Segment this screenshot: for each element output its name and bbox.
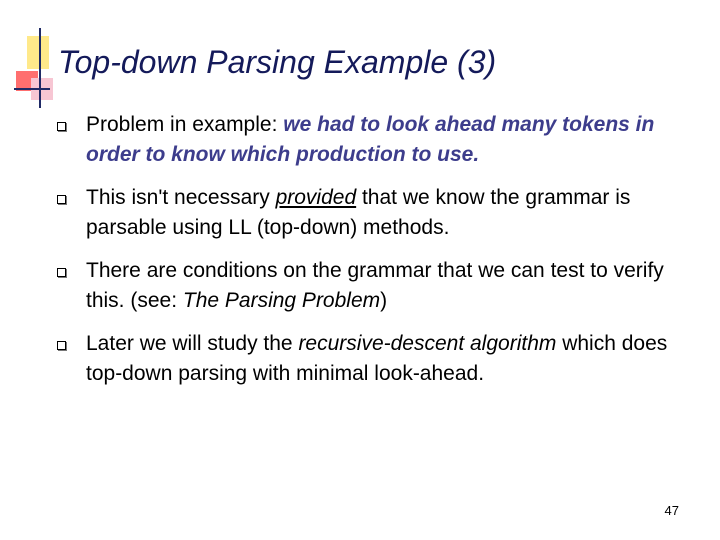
bullet-text: Problem in example: — [86, 113, 284, 136]
ornament-horizontal-line — [14, 88, 50, 90]
slide-title: Top-down Parsing Example (3) — [58, 44, 497, 80]
bullet-underlined-word: provided — [275, 186, 357, 209]
bullet-text: There are conditions on the grammar that we can test to verify this. (see: — [86, 259, 664, 312]
bullet-list — [54, 110, 694, 402]
bullet-text-rest: which does top-down parsing with minimal look-ahead. — [86, 332, 668, 385]
square-bullet-icon — [57, 268, 66, 277]
bullet-item — [54, 329, 694, 389]
ornament-yellow-square — [27, 36, 49, 69]
page-number: 47 — [664, 503, 679, 518]
bullet-emphasis: we had to look ahead many tokens in order to know which production to use. — [86, 113, 655, 166]
bullet-item — [54, 110, 694, 170]
bullet-item — [54, 183, 694, 243]
square-bullet-icon — [57, 341, 66, 350]
bullet-text-rest: ) — [380, 289, 388, 312]
bullet-text: This isn't necessary — [86, 186, 276, 209]
square-bullet-icon — [57, 122, 66, 131]
bullet-text: Later we will study the — [86, 332, 299, 355]
bullet-italic-term: recursive-descent algorithm — [298, 332, 557, 355]
bullet-text-rest: that we know the grammar is parsable using LL (top-down) methods. — [86, 186, 631, 239]
bullet-italic-reference: The Parsing Problem — [182, 289, 381, 312]
square-bullet-icon — [57, 195, 66, 204]
ornament-vertical-line — [39, 28, 41, 108]
corner-ornament — [0, 0, 60, 110]
bullet-item — [54, 256, 694, 316]
